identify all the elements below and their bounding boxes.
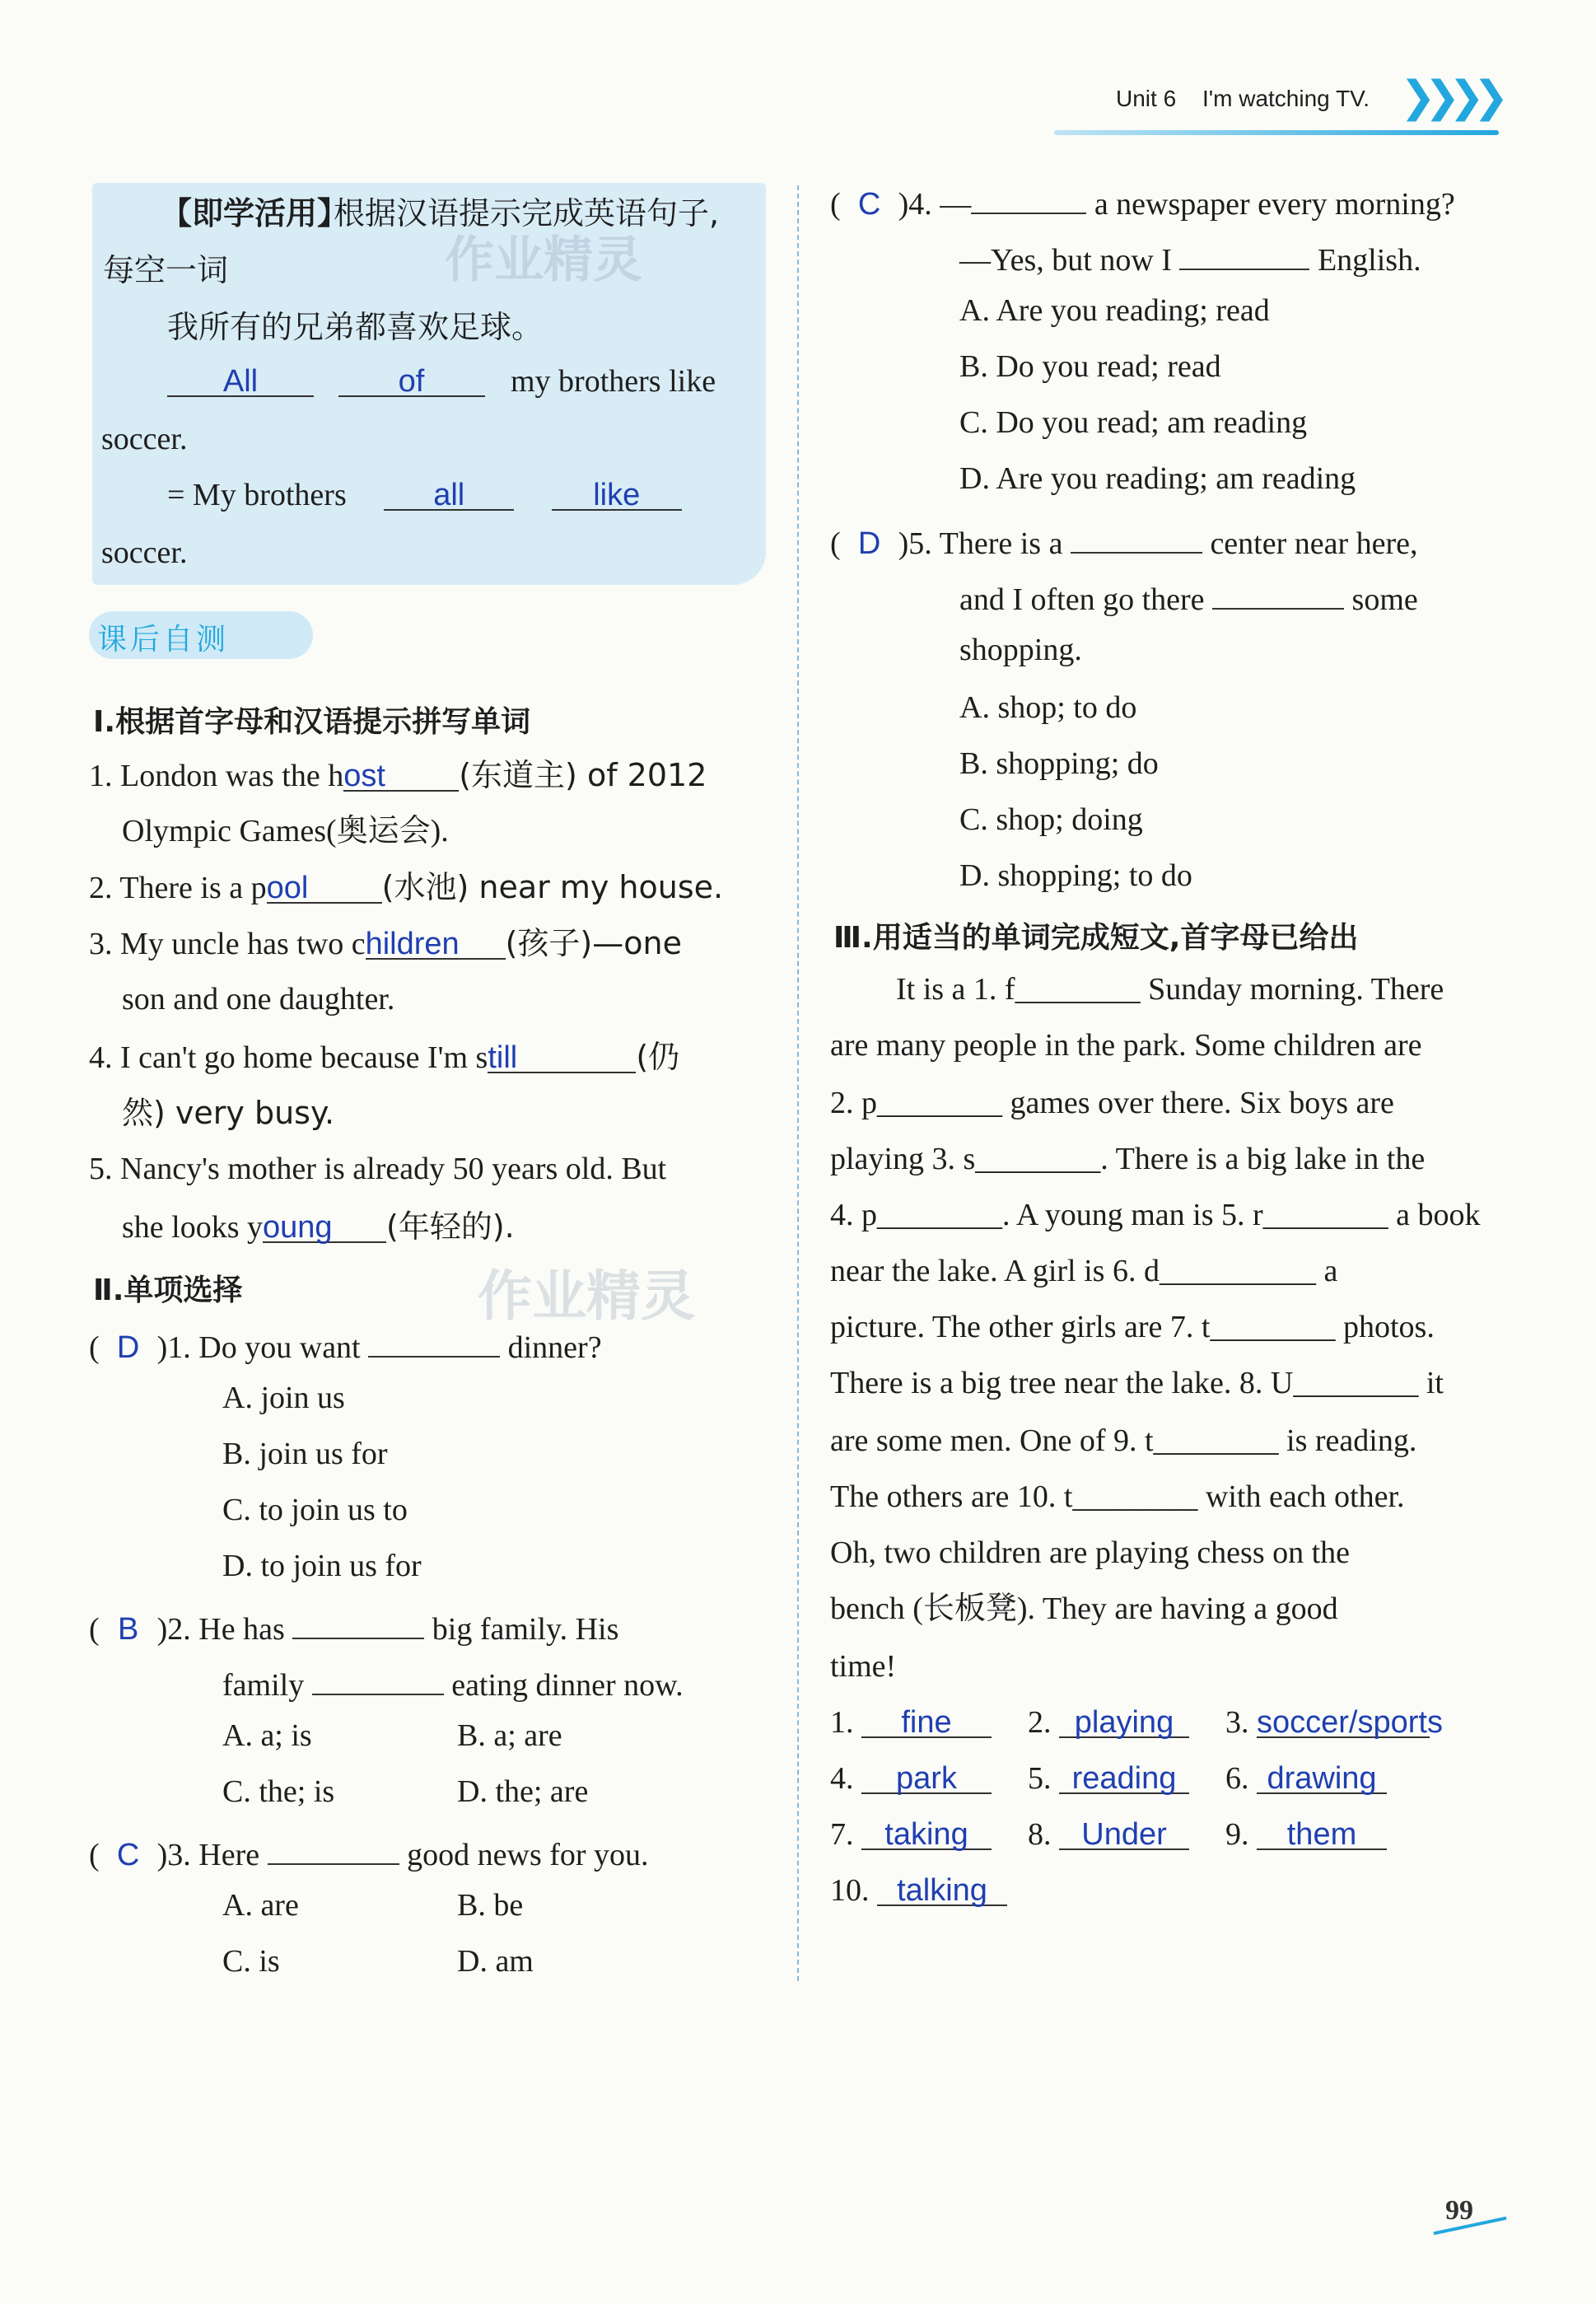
- watermark: 作业精灵: [445, 231, 642, 289]
- q2-option-b: B. a; are: [457, 1718, 562, 1753]
- practice-eq: = My brothers: [167, 478, 347, 512]
- passage-line-11: Oh, two children are playing chess on the: [830, 1535, 1351, 1570]
- part2-title: Ⅱ.单项选择: [93, 1274, 243, 1307]
- p1-answer-5: oung: [263, 1208, 386, 1243]
- unit-title: I'm watching TV.: [1202, 86, 1370, 111]
- p1-answer-1: ost: [343, 757, 459, 792]
- answer-7: 7. taking: [830, 1816, 992, 1853]
- practice-answer-2: of: [338, 362, 485, 397]
- q5-stem: ( D )5. There is a center near here,: [830, 519, 1418, 563]
- q3-stem: ( C )3. Here good news for you.: [89, 1830, 649, 1874]
- passage-line-5: 4. p________. A young man is 5. r________ a book: [830, 1198, 1481, 1232]
- q3-answer: C: [116, 1838, 140, 1872]
- section-badge: 课后自测: [97, 623, 230, 657]
- p1-item-5-line2: she looks young (年轻的).: [122, 1208, 515, 1245]
- q2-option-d: D. the; are: [457, 1774, 589, 1809]
- q3-option-c: C. is: [222, 1944, 280, 1979]
- q4-option-c: C. Do you read; am reading: [959, 405, 1308, 440]
- q1-option-a: A. join us: [222, 1381, 345, 1415]
- q2-option-a: A. a; is: [222, 1718, 312, 1753]
- answer-5: 5. reading: [1028, 1760, 1189, 1797]
- passage-line-8: There is a big tree near the lake. 8. U________ it: [830, 1366, 1444, 1400]
- q3-option-a: A. are: [222, 1888, 299, 1923]
- q4-option-b: B. Do you read; read: [959, 349, 1221, 384]
- p1-answer-2: ool: [267, 869, 382, 904]
- p1-item-4: 4. I can't go home because I'm still (仍: [89, 1039, 680, 1075]
- part3-title: Ⅲ.用适当的单词完成短文,首字母已给出: [833, 921, 1359, 955]
- p1-item-4-line2: 然) very busy.: [122, 1095, 335, 1131]
- passage-line-13: time!: [830, 1649, 897, 1684]
- passage-line-7: picture. The other girls are 7. t________ photos.: [830, 1310, 1435, 1344]
- answer-3: 3. soccer/sports: [1225, 1705, 1443, 1740]
- q1-option-b: B. join us for: [222, 1437, 388, 1471]
- q4-stem: ( C )4. — a newspaper every morning?: [830, 180, 1455, 223]
- passage-line-9: are some men. One of 9. t________ is reading.: [830, 1423, 1417, 1458]
- p1-item-1-line2: Olympic Games(奥运会).: [122, 814, 449, 848]
- passage-line-1: It is a 1. f________ Sunday morning. There: [896, 972, 1444, 1007]
- part1-title: Ⅰ.根据首字母和汉语提示拼写单词: [93, 705, 531, 739]
- practice-answer-3: all: [384, 476, 514, 511]
- answer-4: 4. park: [830, 1760, 992, 1797]
- q5-option-a: A. shop; to do: [959, 690, 1137, 725]
- p1-item-1: 1. London was the host (东道主) of 2012: [89, 757, 707, 793]
- q5-answer: D: [857, 526, 881, 561]
- q5-stem-2: and I often go there some: [959, 575, 1418, 619]
- practice-soccer-2: soccer.: [101, 535, 188, 570]
- answer-10: 10. talking: [830, 1872, 1007, 1909]
- chevrons-icon: ❯❯❯❯: [1400, 72, 1498, 122]
- p1-answer-4: till: [488, 1039, 636, 1073]
- passage-line-3: 2. p________ games over there. Six boys are: [830, 1086, 1394, 1120]
- q5-option-d: D. shopping; to do: [959, 858, 1192, 893]
- answer-1: 1. fine: [830, 1703, 992, 1741]
- q5-option-c: C. shop; doing: [959, 802, 1143, 837]
- passage-line-2: are many people in the park. Some children are: [830, 1028, 1422, 1063]
- practice-soccer-1: soccer.: [101, 422, 188, 456]
- q4-option-a: A. Are you reading; read: [959, 293, 1270, 328]
- header-rule: [1054, 130, 1499, 135]
- q4-option-d: D. Are you reading; am reading: [959, 461, 1356, 496]
- watermark-2: 作业精灵: [478, 1264, 695, 1328]
- p1-answer-3: hildren: [366, 925, 506, 960]
- q1-option-d: D. to join us for: [222, 1549, 422, 1583]
- practice-chinese: 我所有的兄弟都喜欢足球。: [167, 309, 544, 345]
- q5-stem-3: shopping.: [959, 633, 1082, 667]
- q3-option-d: D. am: [457, 1944, 534, 1979]
- passage-line-12: bench (长板凳). They are having a good: [830, 1591, 1338, 1626]
- q2-stem: ( B )2. He has big family. His: [89, 1605, 618, 1648]
- q2-stem-2: family eating dinner now.: [222, 1661, 684, 1704]
- q1-answer: D: [116, 1330, 140, 1365]
- answer-6: 6. drawing: [1225, 1760, 1387, 1797]
- q2-option-c: C. the; is: [222, 1774, 335, 1809]
- answer-8: 8. Under: [1028, 1816, 1189, 1853]
- passage-line-4: playing 3. s________. There is a big lake in the: [830, 1142, 1426, 1176]
- column-divider: [797, 185, 799, 1981]
- q4-answer: C: [857, 187, 881, 222]
- practice-line: my brothers like: [511, 364, 716, 399]
- passage-line-6: near the lake. A girl is 6. d__________ a: [830, 1254, 1338, 1288]
- p1-item-2: 2. There is a pool (水池) near my house.: [89, 869, 724, 905]
- q3-option-b: B. be: [457, 1888, 524, 1923]
- q1-option-c: C. to join us to: [222, 1493, 408, 1527]
- answer-2: 2. playing: [1028, 1703, 1189, 1741]
- q5-option-b: B. shopping; do: [959, 746, 1159, 781]
- practice-instruction: 根据汉语提示完成英语句子,: [334, 195, 720, 231]
- unit-label: Unit 6: [1116, 86, 1177, 111]
- practice-instruction-2: 每空一词: [103, 252, 229, 288]
- practice-label: 【即学活用】: [161, 195, 349, 231]
- p1-item-5: 5. Nancy's mother is already 50 years old. But: [89, 1152, 667, 1186]
- q2-answer: B: [117, 1612, 139, 1647]
- p1-item-3: 3. My uncle has two children (孩子)—one: [89, 925, 682, 961]
- q4-stem-2: —Yes, but now I English.: [959, 236, 1421, 279]
- q1-stem: ( D )1. Do you want dinner?: [89, 1323, 602, 1367]
- passage-line-10: The others are 10. t________ with each other.: [830, 1479, 1405, 1514]
- practice-answer-4: like: [552, 476, 682, 511]
- practice-answer-1: All: [167, 362, 314, 397]
- p1-item-3-line2: son and one daughter.: [122, 982, 395, 1016]
- page-number: 99: [1445, 2195, 1473, 2226]
- answer-9: 9. them: [1225, 1816, 1387, 1853]
